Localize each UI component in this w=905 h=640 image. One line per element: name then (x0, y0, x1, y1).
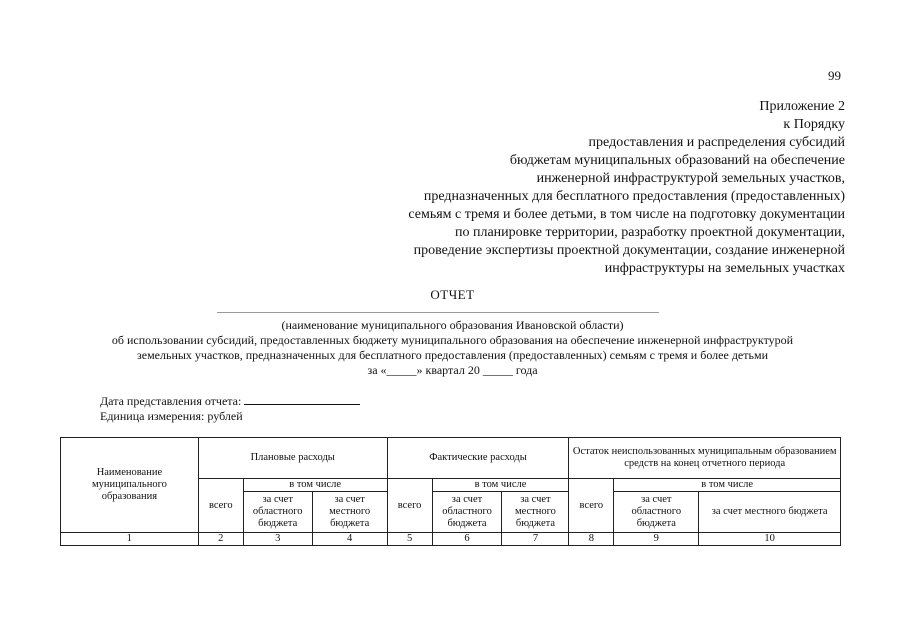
appendix-line: по планировке территории, разработку проектной документации, (455, 225, 845, 240)
header-actual: Фактические расходы (387, 438, 569, 479)
column-number: 4 (312, 533, 387, 546)
header-total: всего (387, 479, 432, 533)
header-including: в том числе (432, 479, 569, 492)
appendix-line: семьям с тремя и более детьми, в том числе на подготовку документации (408, 207, 845, 222)
column-number: 7 (502, 533, 569, 546)
header-regional: за счет областного бюджета (614, 492, 699, 533)
subtitle-line: об использовании субсидий, предоставленных бюджету муниципального образования на обеспечение инженерной инфраструктурой (111, 333, 794, 347)
header-regional: за счет областного бюджета (432, 492, 502, 533)
appendix-line: бюджетам муниципальных образований на обеспечение (509, 153, 845, 168)
header-local: за счет местного бюджета (502, 492, 569, 533)
document-title: ОТЧЕТ (430, 287, 475, 302)
unit-label: Единица измерения: рублей (100, 409, 243, 423)
subtitle-line: за «_____» квартал 20 _____ года (367, 363, 538, 377)
column-number: 8 (569, 533, 614, 546)
column-number: 5 (387, 533, 432, 546)
appendix-line: предоставления и распределения субсидий (588, 135, 845, 150)
header-regional: за счет областного бюджета (243, 492, 312, 533)
column-number: 9 (614, 533, 699, 546)
column-number: 2 (198, 533, 243, 546)
report-table (60, 437, 841, 546)
header-including: в том числе (614, 479, 841, 492)
report-subtitle (0, 318, 905, 378)
municipality-name-line (217, 312, 659, 313)
column-number: 1 (61, 533, 199, 546)
appendix-line: инженерной инфраструктурой земельных участков, (536, 171, 845, 186)
appendix-line: к Порядку (783, 117, 845, 132)
header-total: всего (569, 479, 614, 533)
appendix-line: предназначенных для бесплатного предоставления (предоставленных) (423, 189, 845, 204)
header-including: в том числе (243, 479, 387, 492)
report-meta (100, 393, 360, 424)
header-local: за счет местного бюджета (312, 492, 387, 533)
appendix-line: Приложение 2 (759, 99, 845, 114)
header-planned: Плановые расходы (198, 438, 387, 479)
header-remainder: Остаток неиспользованных муниципальным образованием средств на конец отчетного периода (569, 438, 841, 479)
column-number: 6 (432, 533, 502, 546)
subtitle-line: (наименование муниципального образования Ивановской области) (281, 318, 624, 332)
appendix-line: проведение экспертизы проектной документации, создание инженерной (413, 243, 845, 258)
report-date-label: Дата представления отчета: (100, 394, 242, 408)
appendix-line: инфраструктуры на земельных участках (604, 261, 845, 276)
subtitle-line: земельных участков, предназначенных для бесплатного предоставления (предоставленных) семьям с тремя и более детьми (137, 348, 768, 362)
page-number: 99 (828, 68, 841, 83)
appendix-header (408, 98, 845, 278)
column-number: 3 (243, 533, 312, 546)
header-local: за счет местного бюджета (699, 492, 841, 533)
header-municipality: Наименование муниципального образования (61, 438, 199, 533)
header-total: всего (198, 479, 243, 533)
column-number: 10 (699, 533, 841, 546)
report-date-row (100, 393, 360, 409)
report-date-blank (244, 393, 360, 405)
